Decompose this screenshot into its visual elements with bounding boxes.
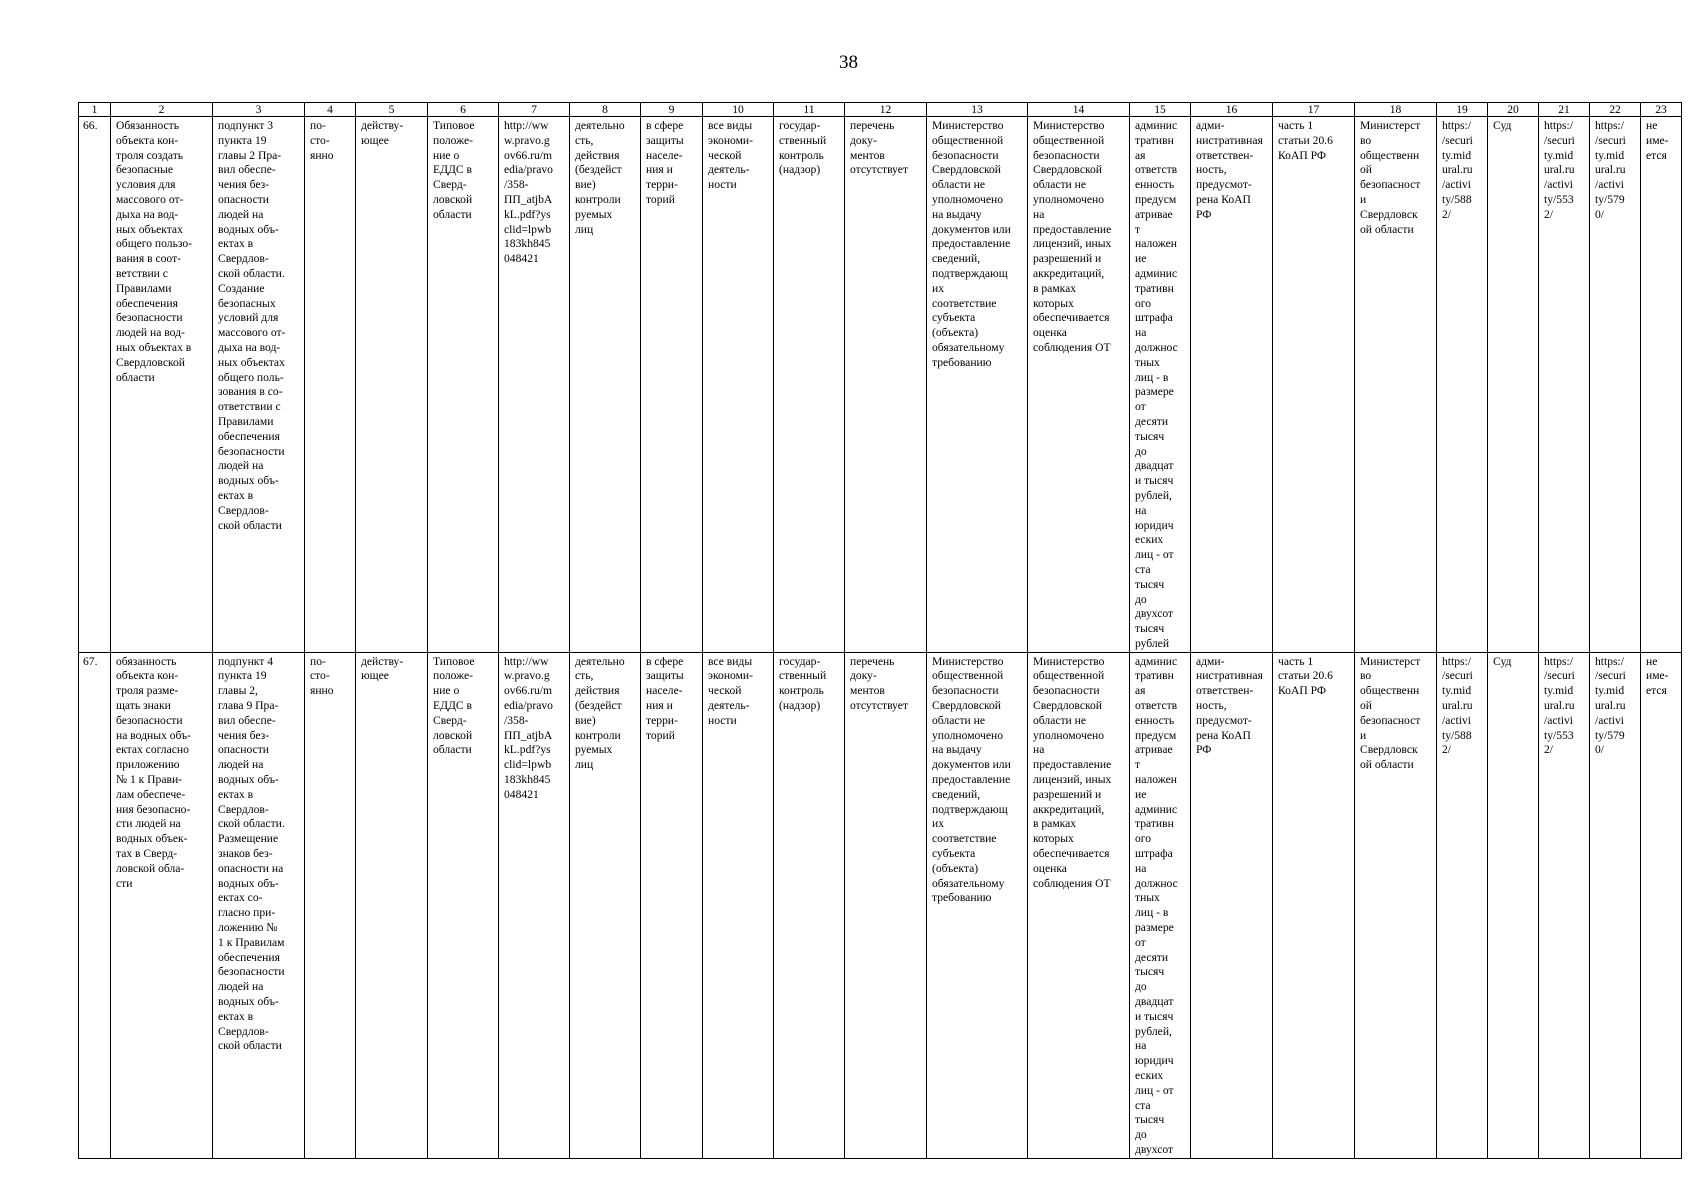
status: действу- ющее (356, 117, 428, 653)
column-number: 14 (1028, 103, 1130, 117)
sphere: в сфере защиты населе- ния и терри- торий (641, 652, 703, 1158)
column-number: 23 (1641, 103, 1682, 117)
column-number: 17 (1273, 103, 1355, 117)
column-number-row (79, 103, 1682, 117)
column-number: 9 (641, 103, 703, 117)
column-number: 10 (703, 103, 774, 117)
column-number: 12 (845, 103, 927, 117)
notes: не име- ется (1641, 652, 1682, 1158)
documents-list: перечень доку- ментов отсутствует (845, 652, 927, 1158)
liability-type: адми- нистративная ответствен- ность, предусмот- рена КоАП РФ (1191, 652, 1273, 1158)
activity-types: все виды экономи- ческой деятель- ности (703, 652, 774, 1158)
confirmation-documents: Министерство общественной безопасности Свердловской области не уполномочено на выдачу документов или предоставление сведений, подтверждающ их соответствие субъекта (объекта) обязательному требованию (927, 652, 1028, 1158)
confirmation-documents: Министерство общественной безопасности Свердловской области не уполномочено на выдачу документов или предоставление сведений, подтверждающ их соответствие субъекта (объекта) обязательному требованию (927, 117, 1028, 653)
column-number: 22 (1590, 103, 1641, 117)
liability-type: адми- нистративная ответствен- ность, предусмот- рена КоАП РФ (1191, 117, 1273, 653)
requirement-text: обязанность объекта кон- троля разме- щать знаки безопасности на водных объ- ектах согласно приложению № 1 к Прави- лам обеспече- ния безопасно- сти людей на водных объек- тах в Сверд- ловской обла- сти (111, 652, 213, 1158)
legal-reference: подпункт 3 пункта 19 главы 2 Пра- вил обеспе- чения без- опасности людей на водных объ- ектах в Свердлов- ской области. Создание безопасных условий для массового от- дыха на вод- ных объектах общего поль- зования в со- ответствии с Правилами обеспечения безопасности людей на водных объ- ектах в Свердлов- ской области (213, 117, 305, 653)
sphere: в сфере защиты населе- ния и терри- торий (641, 117, 703, 653)
checklist-link: https:/ /securi ty.mid ural.ru /activi ty/579 0/ (1590, 117, 1641, 653)
control-subject: деятельно сть, действия (бездейст вие) контроли руемых лиц (570, 117, 641, 653)
column-number: 4 (305, 103, 356, 117)
row-number: 67. (79, 652, 111, 1158)
table-row (79, 117, 1682, 653)
source-document: Типовое положе- ние о ЕДДС в Сверд- ловской области (428, 117, 499, 653)
legal-reference: подпункт 4 пункта 19 главы 2, глава 9 Пра- вил обеспе- чения без- опасности людей на водных объ- ектах в Свердлов- ской области. Размещение знаков без- опасности на водных объ- ектах со- гласно при- ложению № 1 к Правилам обеспечения безопасности людей на водных объ- ектах в Свердлов- ской области (213, 652, 305, 1158)
row-number: 66. (79, 117, 111, 653)
court: Суд (1488, 117, 1539, 653)
column-number: 20 (1488, 103, 1539, 117)
column-number: 5 (356, 103, 428, 117)
responsible-authority: Министерст во общественн ой безопасност и Свердловск ой области (1355, 117, 1437, 653)
status: действу- ющее (356, 652, 428, 1158)
table-row (79, 652, 1682, 1158)
validity-period: по- сто- янно (305, 117, 356, 653)
column-number: 1 (79, 103, 111, 117)
column-number: 8 (570, 103, 641, 117)
page-number: 38 (839, 52, 858, 73)
column-number: 6 (428, 103, 499, 117)
validity-period: по- сто- янно (305, 652, 356, 1158)
column-number: 16 (1191, 103, 1273, 117)
column-number: 11 (774, 103, 845, 117)
notes: не име- ется (1641, 117, 1682, 653)
document-link: http://ww w.pravo.g ov66.ru/m edia/pravo /358- ПП_atjbA kL.pdf?ys clid=lpwb 183kh845 048421 (499, 652, 570, 1158)
liability-description: админис тративн ая ответств енность предусм атривае т наложен ие админис тративн ого штрафа на должнос тных лиц - в размере от десяти тысяч до двадцат и тысяч рублей, на юридич еских лиц - от ста тысяч до двухсот (1130, 652, 1191, 1158)
requirements-table (78, 102, 1682, 1159)
koap-article: часть 1 статьи 20.6 КоАП РФ (1273, 652, 1355, 1158)
column-number: 19 (1437, 103, 1488, 117)
column-number: 21 (1539, 103, 1590, 117)
licenses-info: Министерство общественной безопасности Свердловской области не уполномочено на предоставление лицензий, иных разрешений и аккредитаций, в рамках которых обеспечивается оценка соблюдения ОТ (1028, 652, 1130, 1158)
control-type: государ- ственный контроль (надзор) (774, 652, 845, 1158)
document-link: http://ww w.pravo.g ov66.ru/m edia/pravo /358- ПП_atjbA kL.pdf?ys clid=lpwb 183kh845 048421 (499, 117, 570, 653)
guidance-link: https:/ /securi ty.mid ural.ru /activi ty/553 2/ (1539, 117, 1590, 653)
requirement-text: Обязанность объекта кон- троля создать безопасные условия для массового от- дыха на вод- ных объектах общего пользо- вания в соот- ветствии с Правилами обеспечения безопасности людей на вод- ных объектах в Свердловской области (111, 117, 213, 653)
control-subject: деятельно сть, действия (бездейст вие) контроли руемых лиц (570, 652, 641, 1158)
responsible-authority: Министерст во общественн ой безопасност и Свердловск ой области (1355, 652, 1437, 1158)
column-number: 7 (499, 103, 570, 117)
column-number: 18 (1355, 103, 1437, 117)
activity-types: все виды экономи- ческой деятель- ности (703, 117, 774, 653)
authority-link: https:/ /securi ty.mid ural.ru /activi ty/588 2/ (1437, 652, 1488, 1158)
guidance-link: https:/ /securi ty.mid ural.ru /activi ty/553 2/ (1539, 652, 1590, 1158)
checklist-link: https:/ /securi ty.mid ural.ru /activi ty/579 0/ (1590, 652, 1641, 1158)
column-number: 3 (213, 103, 305, 117)
documents-list: перечень доку- ментов отсутствует (845, 117, 927, 653)
licenses-info: Министерство общественной безопасности Свердловской области не уполномочено на предоставление лицензий, иных разрешений и аккредитаций, в рамках которых обеспечивается оценка соблюдения ОТ (1028, 117, 1130, 653)
court: Суд (1488, 652, 1539, 1158)
authority-link: https:/ /securi ty.mid ural.ru /activi ty/588 2/ (1437, 117, 1488, 653)
column-number: 13 (927, 103, 1028, 117)
source-document: Типовое положе- ние о ЕДДС в Сверд- ловской области (428, 652, 499, 1158)
column-number: 15 (1130, 103, 1191, 117)
control-type: государ- ственный контроль (надзор) (774, 117, 845, 653)
koap-article: часть 1 статьи 20.6 КоАП РФ (1273, 117, 1355, 653)
liability-description: админис тративн ая ответств енность предусм атривае т наложен ие админис тративн ого штрафа на должнос тных лиц - в размере от десяти тысяч до двадцат и тысяч рублей, на юридич еских лиц - от ста тысяч до двухсот тысяч рублей (1130, 117, 1191, 653)
column-number: 2 (111, 103, 213, 117)
